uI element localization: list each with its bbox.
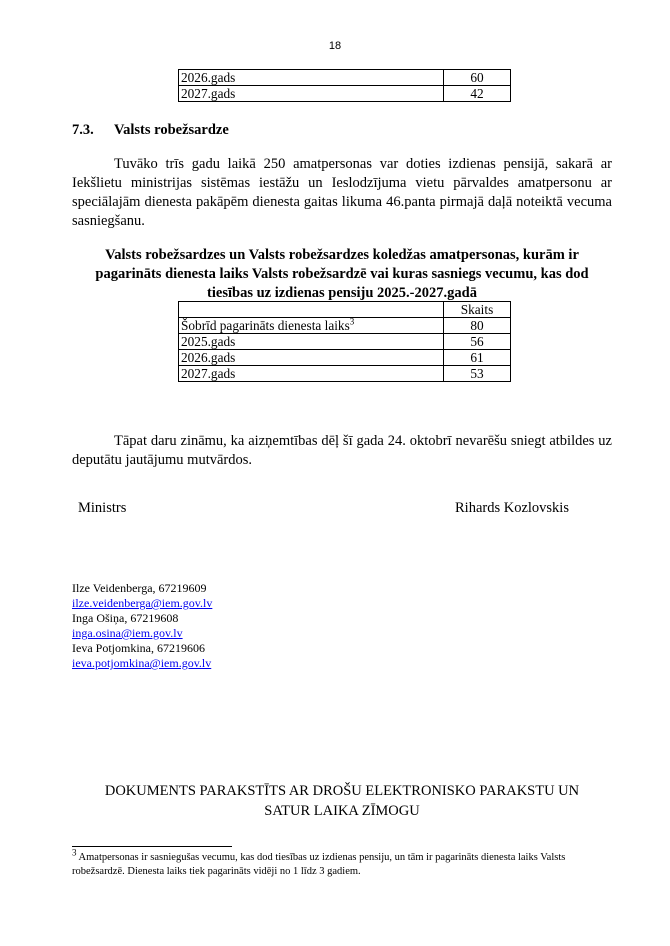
contact-email-link[interactable]: ieva.potjomkina@iem.gov.lv [72,656,212,670]
column-header: Skaits [444,302,511,318]
row-value: 53 [444,366,511,382]
row-value: 61 [444,350,511,366]
main-table [178,301,511,382]
row-label: 2027.gads [179,366,444,382]
signature-name: Rihards Kozlovskis [455,500,569,516]
contact-email-link[interactable]: ilze.veidenberga@iem.gov.lv [72,596,213,610]
row-label: 2027.gads [179,86,444,102]
contact-name: Inga Ošiņa, 67219608 [72,611,179,625]
section-paragraph [72,155,612,231]
header-empty-cell [179,302,444,318]
section-title: Valsts robežsardze [114,122,229,138]
table-row [179,366,511,382]
footnote-divider [72,846,232,847]
top-table [178,69,511,102]
table-row [179,70,511,86]
row-value: 80 [444,318,511,334]
footnote-number: 3 [72,847,77,858]
row-label: 2026.gads [179,350,444,366]
footnote-ref: 3 [349,316,355,327]
paragraph-text: Tuvāko trīs gadu laikā 250 amatpersonas var doties izdienas pensijā, sakarā ar Iekšlietu ministrijas sistēmas iestāžu un Ieslodzījuma vietu pārvaldes amatpersonu ar speciālajām dienesta pakāpēm dienesta gaitas likuma 46.panta pirmajā daļā noteiktā vecuma sasniegšanu. [72,156,612,229]
signature-role: Ministrs [78,500,127,516]
table-title: Valsts robežsardzes un Valsts robežsardzes koledžas amatpersonas, kurām ir pagarināts dienesta laiks Valsts robežsardzē vai kuras sasniegs vecumu, kas dod tiesības uz izdienas pensiju 2025.-2027.gadā [95,247,589,301]
table-row [179,350,511,366]
closing-text: Tāpat daru zināmu, ka aizņemtības dēļ šī gada 24. oktobrī nevarēšu sniegt atbildes uz deputātu jautājumu mutvārdos. [72,433,612,468]
row-label-text: Šobrīd pagarināts dienesta laiks [181,318,350,333]
closing-paragraph [72,432,612,470]
footnote-text: Amatpersonas ir sasniegušas vecumu, kas dod tiesības uz izdienas pensiju, un tām ir pagarināts dienesta laiks Valsts robežsardzē. Dienesta laiks tiek pagarināts vidēji no 1 līdz 3 gadiem. [72,852,566,877]
row-label [179,318,444,334]
row-value: 42 [444,86,511,102]
page-number: 18 [328,40,342,52]
table-row [179,318,511,334]
row-value: 60 [444,70,511,86]
contact-email-link[interactable]: inga.osina@iem.gov.lv [72,626,183,640]
section-heading [72,122,229,139]
notice-line: DOKUMENTS PARAKSTĪTS AR DROŠU ELEKTRONISKO PARAKSTU UN [104,783,580,799]
notice-line: SATUR LAIKA ZĪMOGU [264,803,420,819]
signature-notice [72,781,612,821]
table-row [179,86,511,102]
table-header-row [179,302,511,318]
contact-name: Ieva Potjomkina, 67219606 [72,641,205,655]
footnote [72,847,612,879]
contact-name: Ilze Veidenberga, 67219609 [72,581,207,595]
row-label: 2025.gads [179,334,444,350]
row-label: 2026.gads [179,70,444,86]
table-row [179,334,511,350]
contact-block [72,581,212,671]
row-value: 56 [444,334,511,350]
section-number: 7.3. [72,122,94,138]
